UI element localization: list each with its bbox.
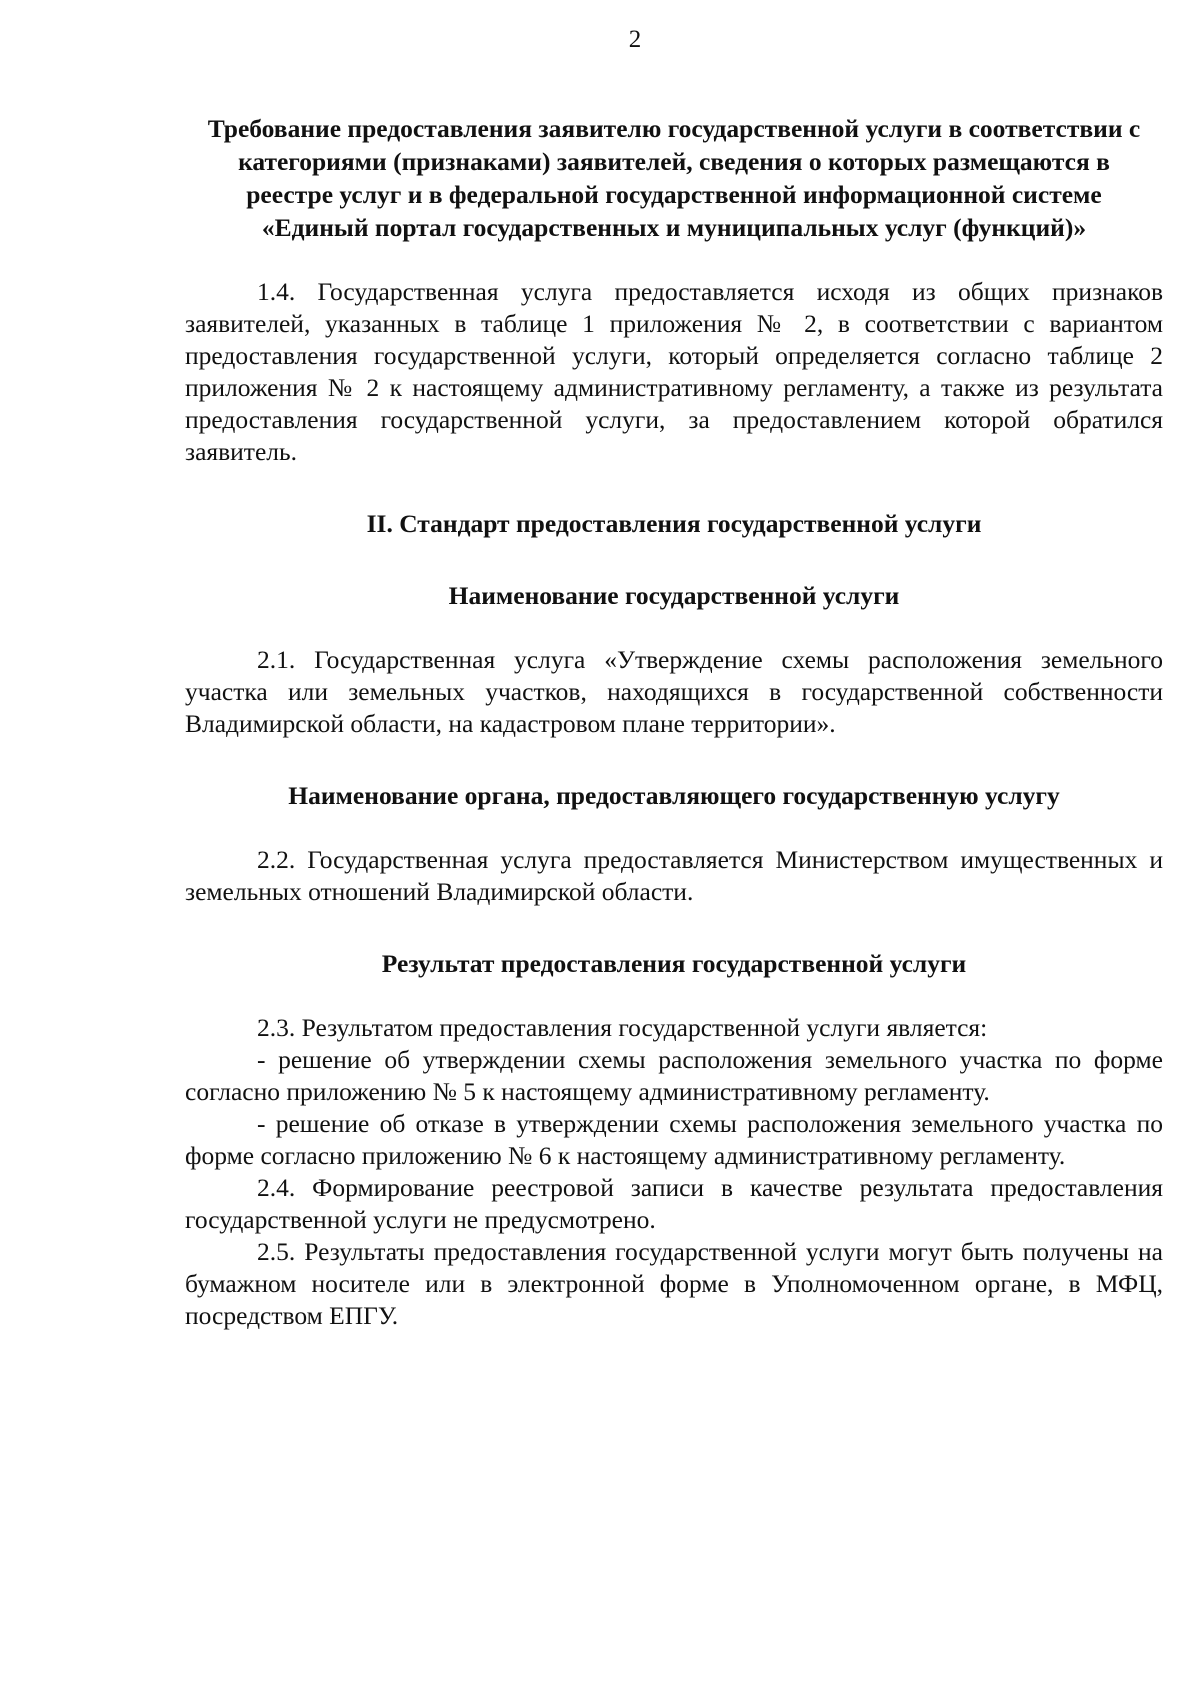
subheading-service-name: Наименование государственной услуги [448, 581, 900, 610]
page-number: 2 [628, 26, 642, 53]
subheading-authority: Наименование органа, предоставляющего государственную услугу [288, 781, 1060, 810]
paragraph-2-3-item-approval: - решение об утверждении схемы расположения земельного участка по форме согласно приложению № 5 к настоящему административному регламенту. [185, 1045, 1163, 1106]
paragraph-2-1: 2.1. Государственная услуга «Утверждение схемы расположения земельного участка или земельных участков, находящихся в государственной собственности Владимирской области, на кадастровом плане территории». [185, 645, 1163, 738]
paragraph-2-3: 2.3. Результатом предоставления государственной услуги является: [257, 1013, 988, 1042]
subheading-result: Результат предоставления государственной услуги [381, 949, 967, 978]
paragraph-2-5: 2.5. Результаты предоставления государственной услуги могут быть получены на бумажном носителе или в электронной форме в Уполномоченном органе, в МФЦ, посредством ЕПГУ. [185, 1237, 1163, 1330]
paragraph-2-3-item-refusal: - решение об отказе в утверждении схемы расположения земельного участка по форме согласно приложению № 6 к настоящему административному регламенту. [185, 1109, 1163, 1170]
document-body [185, 112, 1163, 1332]
section-heading-requirement: Требование предоставления заявителю государственной услуги в соответствии с категориями (признаками) заявителей, сведения о которых размещаются в реестре услуг и в федеральной государственной информационной системе «Единый портал государственных и муниципальных услуг (функций)» [207, 114, 1141, 242]
paragraph-2-2: 2.2. Государственная услуга предоставляется Министерством имущественных и земельных отношений Владимирской области. [185, 845, 1163, 906]
paragraph-2-4: 2.4. Формирование реестровой записи в качестве результата предоставления государственной услуги не предусмотрено. [185, 1173, 1163, 1234]
paragraph-1-4: 1.4. Государственная услуга предоставляется исходя из общих признаков заявителей, указанных в таблице 1 приложения № 2, в соответствии с вариантом предоставления государственной услуги, который определяется согласно таблице 2 приложения № 2 к настоящему административному регламенту, а также из результата предоставления государственной услуги, за предоставлением которой обратился заявитель. [185, 277, 1163, 466]
section-heading-standard: II. Стандарт предоставления государственной услуги [366, 509, 982, 538]
